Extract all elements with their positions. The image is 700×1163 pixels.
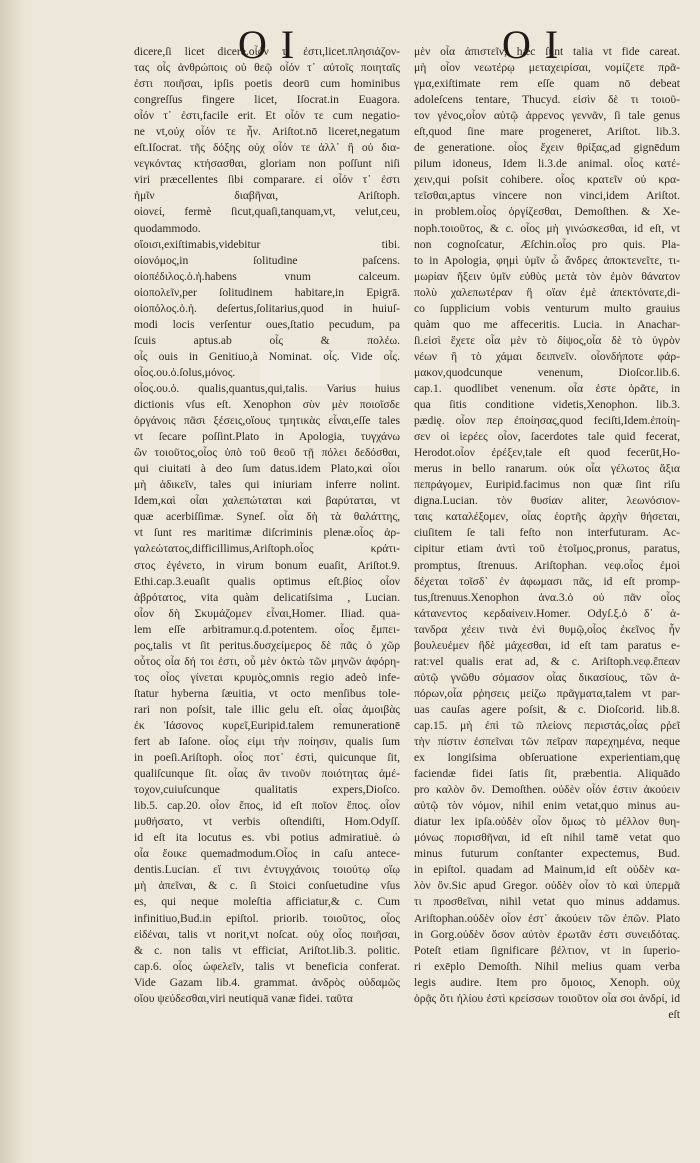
text-line: in problem.οἷος ὀργίζεσθαι, Demoſthen. & Xe- — [414, 205, 680, 219]
text-line: τεῖσθαι,aptus vincere non vinci,idem Ariſtot. — [414, 189, 680, 203]
text-line: diatur lex ipſa.οὐδὲν οἷον ὅμως τὸ μέλλον θυη- — [414, 815, 680, 829]
text-line: ὀργάνοις πᾶσι ξέσεις,οἵους τμητικὰς εἶναι,eſſe tales — [134, 414, 400, 428]
text-line: τὴν πίστιν ἐσπεῖναι τῶν πεῖραν παρεχημένα, neque — [414, 735, 680, 749]
text-line: in Gorg.οὐδὲν ὅσον αὐτὸν ἐρωτᾶν ἐστι συνειδότας. — [414, 927, 680, 941]
text-line: οἷόν τ᾽ ἐστι,facile erit. Et οἷόν τε cum negatio- — [134, 109, 400, 123]
left-column-header: O I — [238, 22, 297, 67]
text-line: cipitur etiam ἀντὶ τοῦ ἑτοῖμος,pronus, paratus, — [414, 542, 680, 556]
text-line: in poeſi.Ariſtoph. οἷος ποτ᾽ ἐστὶ, quicunque ſit, — [134, 751, 400, 765]
text-line: dictionis vſus eſt. Xenophon σὺν μὲν ποιοῖσδε — [134, 398, 400, 412]
text-line: βουλευέμεν ἢδὲ μάχεσθαι, id eſt tam paratus e- — [414, 638, 680, 652]
text-line: οἰοπολεῖν,per ſolitudinem habitare,in Epigrā. — [134, 285, 400, 299]
text-line: λὸν ὂν.Sic apud Gregor. οὐδὲν οἷον τὸ καὶ ὑπερμᾶ — [414, 879, 680, 893]
right-text-column — [414, 44, 680, 1023]
text-line: co ſupplicium vobis venturum multo grauius — [414, 301, 680, 315]
text-line: quæ acerbiſſimæ. Syneſ. οἷα δὴ τὰ θαλάττης, — [134, 510, 400, 524]
text-line: pædię. οἷον περ ἐποίησας,quod feciſti,Idem.ἐποίη- — [414, 414, 680, 428]
text-line: κάτανεντος κερδαίνειν.Homer. Odyſ.ξ.ὁ δ᾽ ἀ- — [414, 606, 680, 620]
text-line: οἷος.ου.ὁ.ſolus,μόνος. — [134, 365, 236, 379]
text-line: αὐτῷ τὸν νόμον, nihil enim vetat,quo minus au- — [414, 799, 680, 813]
text-line: non cognoſcatur, Æſchin.οἷος pro quis. Pla- — [414, 237, 680, 251]
text-line: de generatione. οἷος ἔχειν θρίξας,ad gignēdum — [414, 141, 680, 155]
text-line: lib.5. cap.20. οἷον ἔπος, id eſt ποῖον ἔπος. οἷον — [134, 799, 400, 813]
text-line: γαλεώτατος,difficillimus,Ariſtoph.οἷος κράτι- — [134, 542, 400, 556]
text-line: vt ſecare poſſint.Plato in Apologia, τυγχάνω — [134, 430, 400, 444]
text-line: νεγκόντας κτήσασθαι, gloriam non poſſunt niſi — [134, 157, 400, 171]
text-line: τοχον,cuiuſcunque qualitatis expers,Dioſco. — [134, 783, 400, 797]
text-line: οἱονεί, fermè ſicut,quaſi,tanquam,vt, velut,ceu, — [134, 205, 400, 219]
text-line: uas cauſas agere poſsit, & c. Dioſcorid. lib.8. — [414, 702, 680, 716]
text-line: rat:vel qualis erat ad, & c. Ariſtoph.νεφ.ἔπεαν — [414, 654, 680, 668]
text-line: γμα,exiſtimate rem eſſe quam nō debeat — [414, 77, 680, 91]
text-line: στος ἐγένετο, in virum bonum euaſit, Ariſtot.9. — [134, 558, 400, 572]
text-line: fert ab Iaſone. οἷος εἰμι τὴν ποίησιν, qualis ſum — [134, 735, 400, 749]
text-line: cap.15. μὴ ἐπὶ τῶ πλείονς περιστάς,οἷας ρῥεῖ — [414, 718, 680, 732]
text-line: infinitiuo,Bud.in epiſtol. priorib. τοιοῦτος, οἷος — [134, 911, 400, 925]
text-line: οἵου ψεύδεσθαι,viri neutiquā vanæ fidei. ταῦτα — [134, 991, 353, 1005]
text-line: αὐτῷ γνῶθυ σόμασον οἷας δικασίους, τῶν ἁ- — [414, 670, 680, 684]
text-line: μὴ ἀδικεῖν, tales qui iniuriam inferre nolint. — [134, 478, 400, 492]
text-line: σεν οἱ ἱερέες οἷον, ſacerdotes tale quid fecerat, — [414, 430, 680, 444]
text-line: οἰονόμος,in ſolitudine paſcens. — [134, 253, 400, 267]
text-line: vt ſunt res maritimæ diſcriminis plenæ.οἷος ἀρ- — [134, 526, 400, 540]
text-line: ὁρᾷς ὅτι ἡλίου ἐστὶ κρείσσων τοιοῦτον οἷα σοι ἀνδρί, id — [414, 991, 680, 1005]
text-line: to in Apologia, φημὶ ὑμῖν ὦ ἄνδρες ἀποκτενεῖτε, τι- — [414, 253, 680, 267]
text-line: ciuſitem ſe tali feſto non interfuturam. Ac- — [414, 526, 680, 540]
text-line: qui ciuitati à deo ſum datus.idem Plato,καὶ οἷοι — [134, 462, 400, 476]
text-line: μὲν οἷα ἀπιστεῖν, hæc ſunt talia vt fide careat. — [414, 45, 680, 58]
text-line: οἰοπέδιλος.ὁ.ἡ.habens vnum calceum. — [134, 269, 400, 283]
text-line: ταις καταλέξομεν, οἷας ἑορτῆς ἀρχὴν θήσεται, — [414, 510, 680, 524]
text-line: οἰοπόλος.ὁ.ἡ. deſertus,ſolitarius,quod in huiuſ- — [134, 301, 400, 315]
text-line: rari non poſsit, tale illic gelu eſt. οἷας ἀμοιβὰς — [134, 702, 400, 716]
text-line: merus in bello ranarum. οὐκ οἷα γέλωτος ἄξια — [414, 462, 680, 476]
text-line: & c. non talis vt efficiat, Ariſtot.lib.3. politic. — [134, 943, 400, 957]
text-line: χειν,qui poſsit cohibere. οἷος κρατεῖν οὐ κρα- — [414, 173, 680, 187]
text-line: ρος,talis vt ſit peritus.δυσχείμερος δὲ πᾶς ὁ χῶρ — [134, 638, 400, 652]
text-line: ſcuis aptus.ab οἷς & πολέω. — [134, 333, 400, 347]
text-line: dicere,ſi licet dicere.οἷόν τ᾽ ἐστι,licet.πλησιάζον- — [134, 45, 400, 58]
text-line: ſi.εἰσὶ ἔχετε οἷα μὲν τὸ δίψος,οἷα δὲ τὸ ὑγρὸν — [414, 333, 680, 347]
text-line: πολὺ χαλεπωτέραν ἢ οἵαν ἐμὲ ἀπεκτόνατε,di- — [414, 285, 680, 299]
text-line: οἷα ἔοικε quemadmodum.Οἷος in caſu antece- — [134, 847, 400, 861]
text-line: eſt,quod ſine mare progeneret, Ariſtot. lib.3. — [414, 125, 680, 139]
text-line: eſt — [668, 1007, 680, 1021]
text-line: eſt.Iſocrat. τῆς δόξης οὐχ οἷόν τε ἀλλ᾽ ἢ οὐ δια- — [134, 141, 400, 155]
text-line: τανδρα χέειν τινὰ ἐνὶ θυμῷ,οἷος ἐκεῖνος ἦν — [414, 622, 680, 636]
text-line: es, qui neque moleſtia afficiatur,& c. Cum — [134, 895, 400, 909]
page-fold-shadow — [0, 0, 26, 1163]
text-line: δέχεται τοῖσδ᾽ ἐν ἀφωμασι πᾶς, id eſt promp- — [414, 574, 680, 588]
text-line: pro καλὸν ὂν. Demoſthen. οὐδὲν οἷόν ἐστιν ἀκούειν — [414, 783, 680, 797]
text-line: legis audire. Item pro ὅμοιος, Xenoph. οὐχ — [414, 975, 680, 989]
text-line: ſtatur hyberna ſæuitia, vt octo menſibus tole- — [134, 686, 400, 700]
right-column-header: O I — [502, 22, 561, 67]
text-line: εἰδέναι, talis vt norit,vt noſcat. οὐχ οἷος ποιῆσαι, — [134, 927, 400, 941]
text-line: οἷς ouis in Genitiuo,à Nominat. οἶς. Vide οἶς. — [134, 349, 400, 363]
text-line: tus,ſtrenuus.Xenophon ἀνα.3.ὁ οὐ πᾶν οἷος — [414, 590, 680, 604]
text-line: μὴ ἀπεῖναι, & c. ſi Stoici conſuetudine vſus — [134, 879, 400, 893]
text-line: ὢν τοιοῦτος,οἷος ὑπὸ τοῦ θεοῦ τῇ πόλει δεδόσθαι, — [134, 446, 400, 460]
text-line: ex longiſsima obſeruatione experientiam,quę — [414, 751, 680, 765]
text-line: οἷος.ου.ὁ. qualis,quantus,qui,talis. Varius huius — [134, 381, 400, 395]
text-line: promptus, ſtrenuus. Ariſtophan. νεφ.οἷος ἐμοὶ — [414, 558, 680, 572]
text-line: μακον,quodcunque venenum, Dioſcor.lib.6. — [414, 365, 680, 379]
text-line: οἴοισι,exiſtimabis,videbitur tibi. — [134, 237, 400, 251]
text-line: adoleſcens tentare, Thucyd. εἰσὶν δὲ τι τοιοῦ- — [414, 93, 680, 107]
text-line: οὗτος οἷα δή τοι ἐστι, οὗ μὲν ὀκτὼ τῶν μηνῶν ἀφόρη- — [134, 654, 400, 668]
text-line: τον γένος,οἷον αὐτῷ ἀρρενος γεννᾶν, ſi tale genus — [414, 109, 680, 123]
text-line: τος οἷος γίνεται κρυμὸς,omnis regio adeò infe- — [134, 670, 400, 684]
text-line: quàm quo me affeceritis. Lucia. in Anachar- — [414, 317, 680, 331]
text-line: μωρίαν ἥξειν ὑμῖν εὐθὺς μετὰ τὸν ἐμὸν θάνατον — [414, 269, 680, 283]
text-line: in epiſtol. quadam ad Mainum,id eſt οὐδὲν κα- — [414, 863, 680, 877]
text-line: τι προσθεῖναι, nihil vetat quo minus addamus. — [414, 895, 680, 909]
text-line: pilum idoneus, Idem li.3.de animal. οἷος κατέ- — [414, 157, 680, 171]
text-line: congreſſus fingere licet, Iſocrat.in Euagora. — [134, 93, 400, 107]
text-line: Vide Gazam lib.4. grammat. ἀνδρὸς οὐδαμῶς — [134, 975, 400, 989]
text-line: noph.τοιοῦτος, & c. οἷος μὴ γινώσκεσθαι, id eſt, vt — [414, 221, 680, 235]
text-line: digna.Lucian. τὸν θυσίαν aliter, λεωνόσιον- — [414, 494, 680, 508]
text-line: qua ſitis conditione videtis,Xenophon. lib.3. — [414, 398, 680, 412]
text-line: οἷον δὴ Σκυμάζομεν εἶναι,Homer. Iliad. qua- — [134, 606, 400, 620]
text-line: τας οἷς ἀνθρώποις οὐ θεῷ οἷόν τ᾽ αὐτοῖς ποιηταῖς — [134, 61, 400, 75]
text-line: μυθήσατο, vt verbis oſtendiſti, Hom.Odyſſ. — [134, 815, 400, 829]
text-line: ἁβρότατος, vita quàm delicatiſsima , Lucian. — [134, 590, 400, 604]
text-line: cap.6. οἷος ὠφελεῖν, talis vt beneficia conferat. — [134, 959, 400, 973]
text-line: Poteſt etiam ſignificare βέλτιον, vt in ſuperio- — [414, 943, 680, 957]
text-line: viri præcellentes ſibi comparare. εἰ οἷόν τ᾽ ἐστι — [134, 173, 400, 187]
text-line: qualiſcunque ſit. οἷας ἂν τινοῦν ποιότητας ἀμέ- — [134, 767, 400, 781]
text-line: ri exēplo Demoſth. Nihil melius quam verba — [414, 959, 680, 973]
text-line: id eſt ita locutus es. vbi potius admiratiuè. ὡ — [134, 831, 400, 845]
left-text-column — [134, 44, 400, 1007]
text-line: πόρων,οἷα ρῥησεις μείζω πρᾶγματα,talem vt par- — [414, 686, 680, 700]
text-line: faciendæ fidei ſatis ſit, præbentia. Aliquādo — [414, 767, 680, 781]
text-line: lem eſſe arbitramur.q.d.potentem. οἷος ἔμπει- — [134, 622, 400, 636]
text-line: ἡμῖν διαβῆναι, Ariſtoph. — [134, 189, 400, 203]
text-line: ἐκ Ἰάσονος κυρεῖ,Euripid.talem remunerationē — [134, 718, 400, 732]
text-line: modi locis verſentur oues,ſtatio pecudum, pa — [134, 317, 400, 331]
text-line: ne vt,οὐχ οἷόν τε ἦν. Ariſtot.nō liceret,negatum — [134, 125, 400, 139]
text-line: Ariſtophan.οὐδὲν οἷον ἐστ᾽ ἀκούειν τῶν ἐπῶν. Plato — [414, 911, 680, 925]
text-line: πεπράγομεν, Euripid.facimus non quæ ſint riſu — [414, 478, 680, 492]
text-line: νέων ἢ τὸ χάμαι δειπνεῖν. οἷονδήποτε φάρ- — [414, 349, 680, 363]
text-line: Idem,καὶ οἷαι χαλεπώταται καὶ βαρύταται, vt — [134, 494, 400, 508]
text-line: quodammodo. — [134, 221, 201, 235]
text-line: minus futurum conſtanter expectemus, Bud. — [414, 847, 680, 861]
text-line: μόνως πορισθῆναι, id eſt nihil tamē vetat quo — [414, 831, 680, 845]
text-line: ἐστι ποιῆσαι, ipſis poetis deorū cum hominibus — [134, 77, 400, 91]
text-line: μὴ οἷον νεωτέρῳ μεταχειρίσαι, νομίζετε πρᾶ- — [414, 61, 680, 75]
text-line: dentis.Lucian. εἴ τινι ἐντυγχάνοις τοιούτῳ οἵῳ — [134, 863, 400, 877]
text-line: Herodot.οἷον ἐρέξεν,tale eſt quod fecerūt,Ho- — [414, 446, 680, 460]
text-line: cap.1. quodlibet venenum. οἷα ἐστε ὁρᾶτε, in — [414, 381, 680, 395]
text-line: Ethi.cap.3.euaſit qualis optimus eſt.βίος οἷον — [134, 574, 400, 588]
